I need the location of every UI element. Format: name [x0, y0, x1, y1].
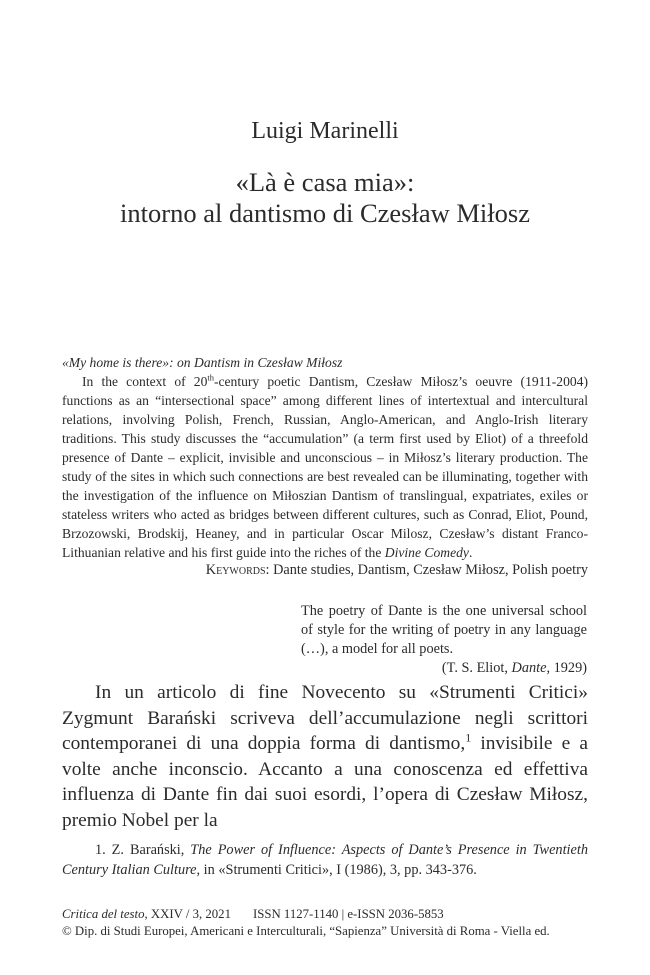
journal-issue: , XXIV / 3, 2021 — [144, 907, 231, 921]
body-text-part: In un articolo di fine Novecento su «Strumenti Critici» Zygmunt Barański scriveva dell’accumulazione negli scrittori contemporanei di una doppia forma di dantismo, — [62, 682, 588, 755]
body-paragraph — [62, 680, 588, 834]
abstract-text-part: In the context of 20 — [82, 374, 208, 389]
footnote-suffix: , in «Strumenti Critici», I (1986), 3, pp. 343-376. — [196, 862, 477, 878]
abstract-text — [62, 372, 588, 562]
abstract-italic-work: Divine Comedy — [384, 545, 469, 560]
citation-prefix: (T. S. Eliot, — [441, 660, 512, 676]
footnote-prefix: 1. Z. Barański, — [95, 842, 191, 858]
footnote — [62, 840, 588, 880]
citation-work: Dante — [511, 660, 547, 676]
article-title — [40, 167, 610, 229]
body-text — [62, 680, 588, 834]
journal-name: Critica del testo — [62, 907, 145, 921]
body-text-part: invisibile e a volte anche inconscio. Accanto a una conoscenza ed effettiva influenza di Dante fin dai suoi esordi, l’opera di Czesław Miłosz, premio Nobel per la — [62, 733, 589, 831]
title-line-1: «Là è casa mia»: — [235, 167, 415, 197]
footnote-reference[interactable]: 1 — [465, 730, 472, 745]
copyright-line: © Dip. di Studi Europei, Americani e Interculturali, “Sapienza” Università di Roma - Viella ed. — [62, 924, 550, 938]
page-footer — [62, 906, 602, 940]
keywords-label: Keywords — [205, 562, 266, 578]
keywords-line — [62, 562, 588, 579]
issn: ISSN 1127-1140 | e-ISSN 2036-5853 — [252, 907, 444, 921]
abstract — [62, 353, 588, 562]
footnote-1 — [62, 840, 588, 880]
author-name: Luigi Marinelli — [251, 118, 399, 144]
superscript-th: th — [207, 372, 214, 383]
epigraph — [301, 602, 587, 678]
journal-line — [62, 906, 602, 923]
citation-suffix: , 1929) — [546, 660, 587, 676]
footnote-italic-title: The Power of Influence: Aspects of Dante’s Presence in Twentieth Century Italian Culture — [62, 842, 588, 878]
abstract-heading: «My home is there»: on Dantism in Czesław Miłosz — [62, 355, 343, 370]
abstract-text-part: -century poetic Dantism, Czesław Miłosz’s oeuvre (1911-2004) functions as an “intersectional space” among different lines of intertextual and intercultural relations, involving Polish, French, Russian, Anglo-American, and Anglo-Irish literary traditions. This study discusses the “accumulation” (a term first used by Eliot) of a threefold presence of Dante – explicit, invisible and unconscious – in Miłosz’s literary production. The study of the sites in which such connections are best revealed can be illuminating, together with the investigation of the influence on Miłoszian Dantism of translingual, expatriates, exiles or stateless writers who acted as bridges between different cultures, such as Conrad, Eliot, Pound, Brzozowski, Brodskij, Heaney, and in particular Oscar Milosz, Czesław’s distant Franco-Lithuanian relative and his first guide into the riches of the — [62, 374, 588, 560]
keywords-value: : Dante studies, Dantism, Czesław Miłosz, Polish poetry — [265, 562, 588, 578]
epigraph-text: The poetry of Dante is the one universal school of style for the writing of poetry in any language (…), a model for all poets. — [301, 603, 587, 657]
epigraph-citation — [301, 659, 587, 678]
abstract-text-end: . — [468, 545, 473, 560]
title-line-2: intorno al dantismo di Czesław Miłosz — [120, 198, 530, 228]
